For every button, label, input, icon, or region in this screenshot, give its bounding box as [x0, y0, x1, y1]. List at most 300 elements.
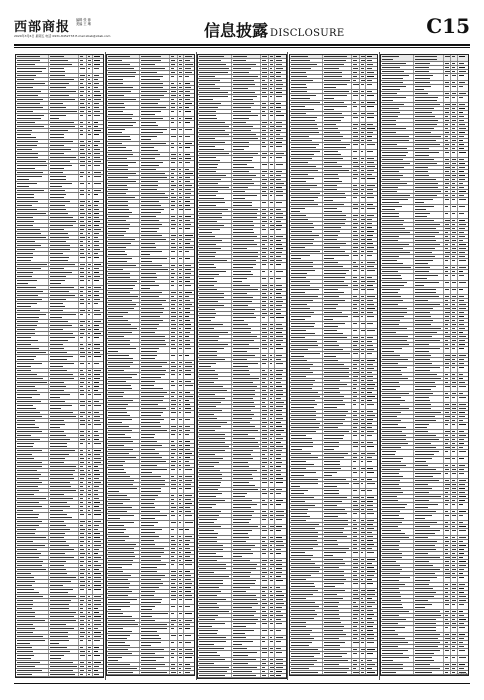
table-cell: [414, 544, 444, 547]
table-cell: [49, 513, 79, 519]
table-cell: [49, 189, 79, 192]
table-cell: [275, 674, 285, 677]
table-cell: [170, 238, 178, 241]
table-cell: [366, 617, 376, 620]
table-cell: [140, 570, 170, 573]
table-cell: [140, 319, 170, 322]
table-cell: [232, 133, 262, 136]
table-cell: [261, 327, 269, 330]
table-cell: [49, 63, 79, 66]
table-cell: [352, 371, 360, 374]
table-cell: [107, 315, 140, 318]
table-cell: [458, 170, 468, 173]
table-cell: [414, 239, 444, 242]
table-cell: [414, 111, 444, 114]
table-cell: [79, 133, 87, 139]
table-cell: [93, 320, 103, 323]
table-row: [381, 396, 468, 403]
table-cell: [352, 94, 360, 100]
table-cell: [323, 363, 353, 366]
table-cell: [184, 543, 194, 546]
table-cell: [16, 133, 49, 139]
table-cell: [79, 603, 87, 606]
table-cell: [352, 75, 360, 78]
table-cell: [275, 194, 285, 200]
table-cell: [232, 417, 262, 420]
table-cell: [93, 457, 103, 460]
table-cell: [198, 296, 231, 299]
table-cell: [414, 243, 444, 246]
table-cell: [49, 114, 79, 120]
table-cell: [366, 238, 376, 241]
table-row: [107, 671, 194, 675]
table-cell: [366, 307, 376, 310]
table-cell: [93, 449, 103, 452]
table-cell: [414, 335, 444, 338]
table-cell: [79, 373, 87, 376]
table-cell: [93, 623, 103, 626]
table-cell: [275, 457, 285, 460]
table-cell: [414, 55, 444, 61]
table-cell: [16, 556, 49, 559]
table-cell: [140, 384, 170, 390]
table-cell: [323, 375, 353, 378]
table-cell: [323, 214, 353, 217]
table-cell: [198, 95, 231, 101]
table-cell: [79, 584, 87, 587]
table-cell: [458, 107, 468, 110]
table-cell: [232, 529, 262, 535]
table-cell: [184, 380, 194, 383]
table-cell: [275, 658, 285, 661]
table-cell: [261, 331, 269, 334]
table-cell: [107, 411, 140, 417]
table-cell: [79, 434, 87, 437]
table-cell: [140, 429, 170, 432]
table-cell: [140, 180, 170, 183]
table-cell: [49, 654, 79, 660]
table-cell: [381, 178, 414, 181]
table-cell: [323, 295, 353, 298]
table-cell: [275, 255, 285, 258]
table-cell: [275, 362, 285, 368]
table-cell: [170, 570, 178, 573]
table-cell: [261, 575, 269, 578]
table-cell: [458, 354, 468, 357]
table-cell: [184, 63, 194, 66]
table-cell: [49, 457, 79, 460]
table-cell: [184, 425, 194, 428]
table-cell: [232, 102, 262, 105]
table-cell: [232, 503, 262, 509]
table-cell: [93, 536, 103, 539]
table-cell: [366, 79, 376, 82]
table-cell: [352, 329, 360, 335]
table-cell: [198, 125, 231, 128]
table-cell: [366, 127, 376, 130]
table-cell: [261, 413, 269, 416]
table-cell: [381, 288, 414, 294]
table-cell: [458, 438, 468, 441]
table-cell: [366, 367, 376, 370]
table-cell: [184, 648, 194, 651]
table-cell: [107, 339, 140, 342]
table-cell: [458, 446, 468, 449]
table-cell: [232, 251, 262, 254]
table-cell: [414, 227, 444, 230]
table-cell: [352, 410, 360, 413]
table-cell: [275, 473, 285, 476]
table-cell: [414, 407, 444, 410]
table-cell: [414, 415, 444, 418]
table-cell: [16, 661, 49, 664]
table-cell: [323, 456, 353, 459]
table-cell: [414, 583, 444, 586]
editor-line: 编辑 张 蓉: [76, 18, 91, 22]
table-cell: [49, 615, 79, 618]
table-cell: [444, 198, 452, 204]
table-cell: [93, 355, 103, 361]
table-cell: [79, 673, 87, 676]
table-cell: [232, 190, 262, 193]
table-cell: [444, 62, 452, 65]
table-cell: [93, 442, 103, 448]
table-cell: [16, 193, 49, 199]
table-cell: [170, 619, 178, 622]
table-cell: [414, 307, 444, 310]
table-cell: [444, 564, 452, 567]
table-cell: [184, 311, 194, 314]
table-cell: [458, 198, 468, 204]
table-cell: [275, 666, 285, 669]
table-cell: [79, 381, 87, 384]
table-cell: [275, 598, 285, 601]
designer-line: 美编 王 琳: [76, 22, 91, 26]
table-cell: [381, 603, 414, 609]
table-cell: [107, 570, 140, 573]
table-cell: [49, 144, 79, 147]
table-cell: [93, 129, 103, 132]
table-cell: [261, 137, 269, 140]
table-cell: [275, 284, 285, 287]
table-cell: [261, 220, 269, 223]
table-cell: [140, 146, 170, 152]
table-cell: [381, 266, 414, 269]
table-cell: [458, 633, 468, 636]
table-cell: [323, 387, 353, 390]
table-cell: [232, 152, 262, 155]
table-cell: [366, 322, 376, 328]
table-cell: [232, 63, 262, 66]
table-cell: [93, 271, 103, 274]
table-cell: [261, 224, 269, 227]
table-cell: [93, 94, 103, 97]
table-cell: [140, 110, 170, 116]
table-cell: [352, 276, 360, 279]
table-cell: [79, 90, 87, 93]
table-cell: [93, 290, 103, 293]
table-cell: [140, 528, 170, 534]
table-cell: [381, 127, 414, 130]
table-cell: [444, 536, 452, 539]
table-row: [381, 205, 468, 212]
table-row: [290, 315, 377, 322]
table-cell: [366, 508, 376, 511]
table-cell: [381, 633, 414, 636]
table-cell: [198, 243, 231, 246]
table-cell: [290, 430, 323, 433]
table-cell: [323, 116, 353, 122]
table-cell: [414, 119, 444, 122]
table-cell: [290, 254, 323, 260]
table-cell: [275, 622, 285, 628]
table-cell: [79, 556, 87, 559]
table-cell: [16, 286, 49, 289]
table-cell: [16, 189, 49, 192]
table-cell: [184, 234, 194, 237]
table-cell: [184, 172, 194, 175]
table-cell: [49, 200, 79, 203]
table-cell: [261, 433, 269, 436]
table-row: [16, 133, 103, 140]
table-cell: [93, 362, 103, 368]
table-cell: [140, 667, 170, 670]
table-cell: [184, 448, 194, 451]
table-cell: [16, 544, 49, 547]
table-cell: [444, 205, 452, 211]
table-cell: [49, 182, 79, 188]
table-cell: [79, 449, 87, 452]
table-cell: [261, 247, 269, 250]
table-cell: [49, 442, 79, 448]
table-cell: [198, 618, 231, 621]
table-cell: [323, 504, 353, 507]
table-cell: [381, 587, 414, 590]
table-cell: [140, 284, 170, 290]
table-cell: [290, 523, 323, 526]
table-cell: [366, 150, 376, 156]
table-cell: [140, 663, 170, 666]
table-cell: [184, 559, 194, 562]
table-cell: [79, 275, 87, 278]
table-cell: [49, 220, 79, 223]
table-cell: [49, 627, 79, 630]
table-cell: [79, 423, 87, 429]
table-cell: [275, 510, 285, 513]
table-cell: [93, 404, 103, 410]
table-cell: [184, 295, 194, 298]
table-cell: [93, 580, 103, 583]
table-cell: [170, 121, 178, 127]
table-cell: [184, 135, 194, 141]
table-cell: [93, 125, 103, 128]
table-cell: [140, 399, 170, 402]
table-cell: [93, 639, 103, 645]
table-cell: [275, 525, 285, 528]
table-cell: [184, 315, 194, 318]
table-row: [107, 354, 194, 361]
table-cell: [232, 182, 262, 185]
table-cell: [444, 419, 452, 422]
table-cell: [275, 381, 285, 384]
table-cell: [49, 528, 79, 531]
table-cell: [275, 316, 285, 322]
table-cell: [107, 551, 140, 554]
table-cell: [107, 535, 140, 538]
table-cell: [275, 421, 285, 424]
table-cell: [79, 393, 87, 399]
table-cell: [458, 307, 468, 310]
table-cell: [444, 671, 452, 674]
table-cell: [198, 397, 231, 400]
table-cell: [79, 102, 87, 105]
table-cell: [414, 572, 444, 575]
table-cell: [458, 139, 468, 142]
table-cell: [444, 335, 452, 338]
table-cell: [107, 319, 140, 322]
table-cell: [323, 184, 353, 187]
table-cell: [184, 331, 194, 334]
table-cell: [275, 636, 285, 639]
table-cell: [444, 366, 452, 372]
table-cell: [414, 190, 444, 193]
table-cell: [414, 323, 444, 326]
table-cell: [140, 327, 170, 330]
table-cell: [79, 665, 87, 668]
table-cell: [261, 251, 269, 254]
table-cell: [275, 71, 285, 74]
table-cell: [381, 205, 414, 211]
table-cell: [352, 203, 360, 206]
table-cell: [290, 609, 323, 612]
table-cell: [366, 637, 376, 640]
table-row: [290, 434, 377, 441]
table-cell: [140, 246, 170, 249]
table-cell: [198, 75, 231, 78]
table-row: [16, 355, 103, 362]
table-cell: [290, 478, 323, 481]
table-cell: [381, 335, 414, 338]
table-cell: [198, 503, 231, 509]
table-cell: [414, 219, 444, 222]
table-cell: [140, 411, 170, 417]
table-cell: [16, 411, 49, 414]
table-row: [198, 629, 285, 636]
table-cell: [458, 491, 468, 494]
table-cell: [93, 568, 103, 571]
table-cell: [275, 296, 285, 299]
table-cell: [366, 363, 376, 366]
table-cell: [323, 452, 353, 455]
table-cell: [290, 418, 323, 421]
table-row: [107, 528, 194, 535]
table-cell: [170, 586, 178, 589]
table-cell: [16, 615, 49, 618]
table-cell: [184, 395, 194, 398]
table-cell: [261, 614, 269, 617]
table-cell: [323, 605, 353, 608]
table-cell: [275, 114, 285, 120]
table-cell: [170, 102, 178, 105]
table-cell: [275, 544, 285, 547]
table-cell: [49, 449, 79, 452]
table-cell: [275, 152, 285, 155]
header-rule-thin: [14, 47, 470, 48]
table-cell: [170, 135, 178, 141]
table-cell: [275, 571, 285, 574]
table-cell: [49, 461, 79, 464]
table-cell: [184, 323, 194, 326]
table-cell: [261, 417, 269, 420]
table-cell: [184, 327, 194, 330]
table-row: [16, 279, 103, 286]
table-cell: [232, 247, 262, 250]
table-cell: [414, 641, 444, 644]
table-cell: [290, 55, 323, 58]
table-cell: [170, 128, 178, 134]
table-cell: [107, 82, 140, 85]
table-row: [107, 627, 194, 634]
table-cell: [140, 487, 170, 493]
table-cell: [16, 328, 49, 331]
table-cell: [366, 489, 376, 495]
table-cell: [184, 399, 194, 402]
table-cell: [16, 298, 49, 301]
table-cell: [79, 67, 87, 73]
table-cell: [140, 75, 170, 81]
table-cell: [49, 336, 79, 342]
table-cell: [16, 175, 49, 181]
table-cell: [352, 238, 360, 241]
table-cell: [49, 362, 79, 368]
table-cell: [352, 418, 360, 421]
table-cell: [107, 361, 140, 364]
table-cell: [414, 362, 444, 365]
table-row: [381, 347, 468, 354]
table-cell: [352, 648, 360, 651]
table-cell: [381, 107, 414, 110]
table-cell: [49, 385, 79, 388]
table-cell: [290, 207, 323, 213]
table-row: [107, 373, 194, 380]
table-cell: [275, 529, 285, 535]
table-cell: [458, 74, 468, 80]
table-cell: [16, 200, 49, 203]
table-cell: [290, 667, 323, 670]
table-cell: [170, 168, 178, 171]
table-cell: [366, 59, 376, 62]
table-cell: [107, 582, 140, 585]
table-cell: [49, 332, 79, 335]
table-cell: [170, 106, 178, 109]
table-cell: [261, 503, 269, 509]
table-cell: [366, 214, 376, 217]
column-separator: [105, 52, 106, 680]
table-cell: [107, 238, 140, 241]
table-cell: [198, 606, 231, 609]
table-cell: [198, 216, 231, 219]
table-row: [107, 605, 194, 612]
table-cell: [458, 618, 468, 621]
table-cell: [323, 157, 353, 160]
table-cell: [444, 339, 452, 342]
table-cell: [366, 467, 376, 470]
table-cell: [16, 584, 49, 587]
table-cell: [198, 255, 231, 258]
table-cell: [79, 148, 87, 151]
table-cell: [352, 539, 360, 542]
table-cell: [352, 269, 360, 275]
